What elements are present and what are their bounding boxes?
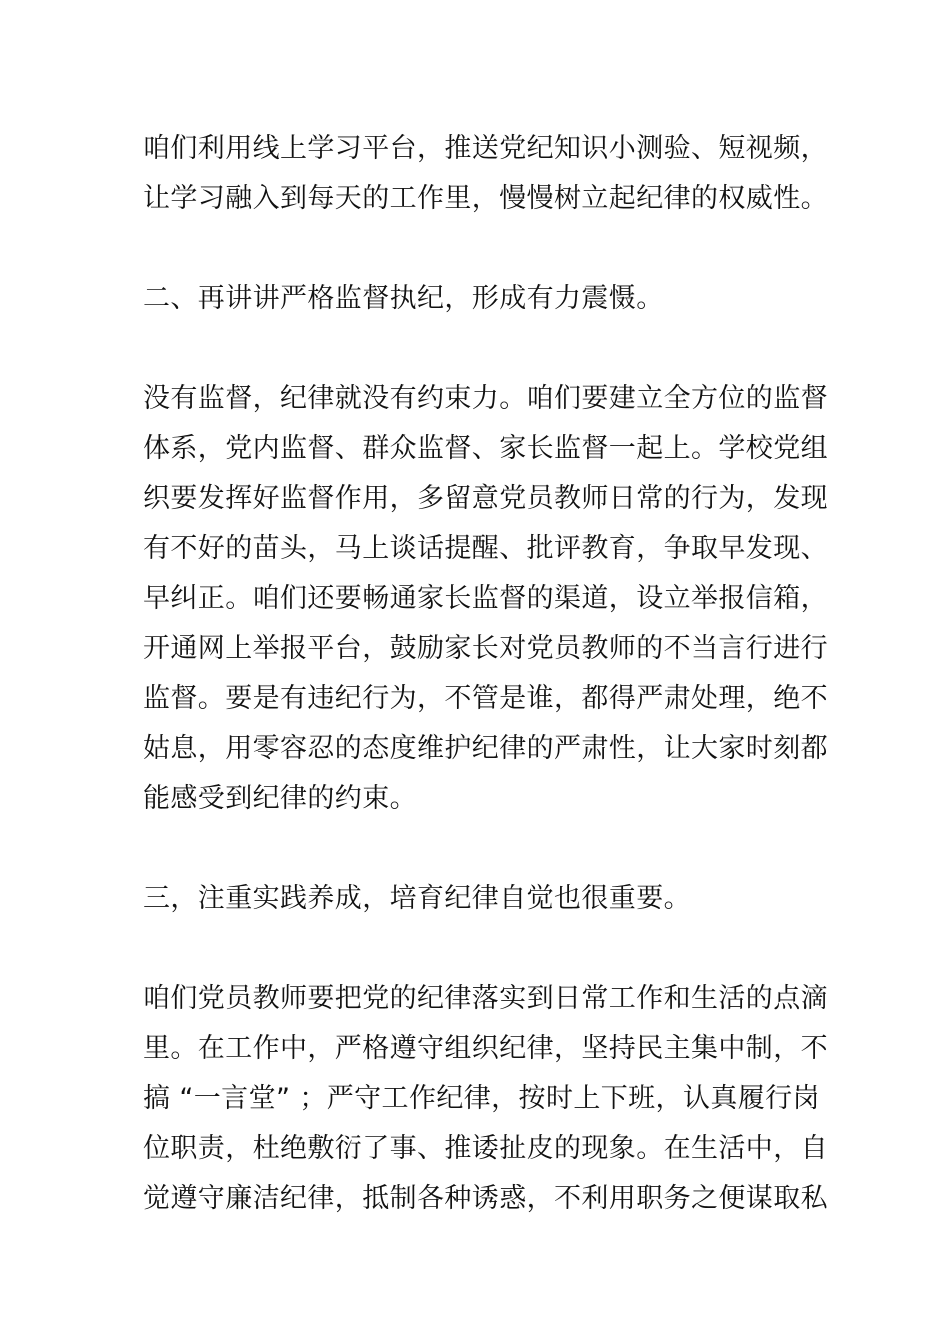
paragraph-line: 体系，党内监督、群众监督、家长监督一起上。学校党组: [143, 433, 828, 464]
section-heading-2: 二、再讲讲严格监督执纪，形成有力震慑。: [143, 283, 664, 314]
paragraph-line: 织要发挥好监督作用，多留意党员教师日常的行为，发现: [143, 483, 828, 514]
paragraph-line: 搞 “一言堂” ；严守工作纪律，按时上下班，认真履行岗: [143, 1083, 820, 1114]
paragraph-gap: [143, 224, 808, 274]
section-heading-3: 三，注重实践养成，培育纪律自觉也很重要。: [143, 883, 691, 914]
paragraph-line: 姑息，用零容忍的态度维护纪律的严肃性，让大家时刻都: [143, 733, 828, 764]
paragraph-line: 让学习融入到每天的工作里，慢慢树立起纪律的权威性。: [143, 183, 828, 214]
paragraph-gap: [143, 824, 808, 874]
paragraph-gap: [143, 324, 808, 374]
paragraph-line: 咱们党员教师要把党的纪律落实到日常工作和生活的点滴: [143, 983, 828, 1014]
paragraph-line: 早纠正。咱们还要畅通家长监督的渠道，设立举报信箱，: [143, 583, 828, 614]
paragraph-line: 里。在工作中，严格遵守组织纪律，坚持民主集中制，不: [143, 1033, 828, 1064]
document-body: [143, 124, 828, 1224]
paragraph-gap: [143, 924, 808, 974]
paragraph-line: 没有监督，纪律就没有约束力。咱们要建立全方位的监督: [143, 383, 828, 414]
paragraph-line: 开通网上举报平台，鼓励家长对党员教师的不当言行进行: [143, 633, 828, 664]
paragraph-line: 咱们利用线上学习平台，推送党纪知识小测验、短视频，: [143, 133, 828, 164]
paragraph-line: 监督。要是有违纪行为，不管是谁，都得严肃处理，绝不: [143, 683, 828, 714]
paragraph-line: 有不好的苗头，马上谈话提醒、批评教育，争取早发现、: [143, 533, 828, 564]
paragraph-line: 觉遵守廉洁纪律，抵制各种诱惑，不利用职务之便谋取私: [143, 1183, 828, 1214]
paragraph-line: 能感受到纪律的约束。: [143, 783, 417, 814]
paragraph-line: 位职责，杜绝敷衍了事、推诿扯皮的现象。在生活中，自: [143, 1133, 828, 1164]
